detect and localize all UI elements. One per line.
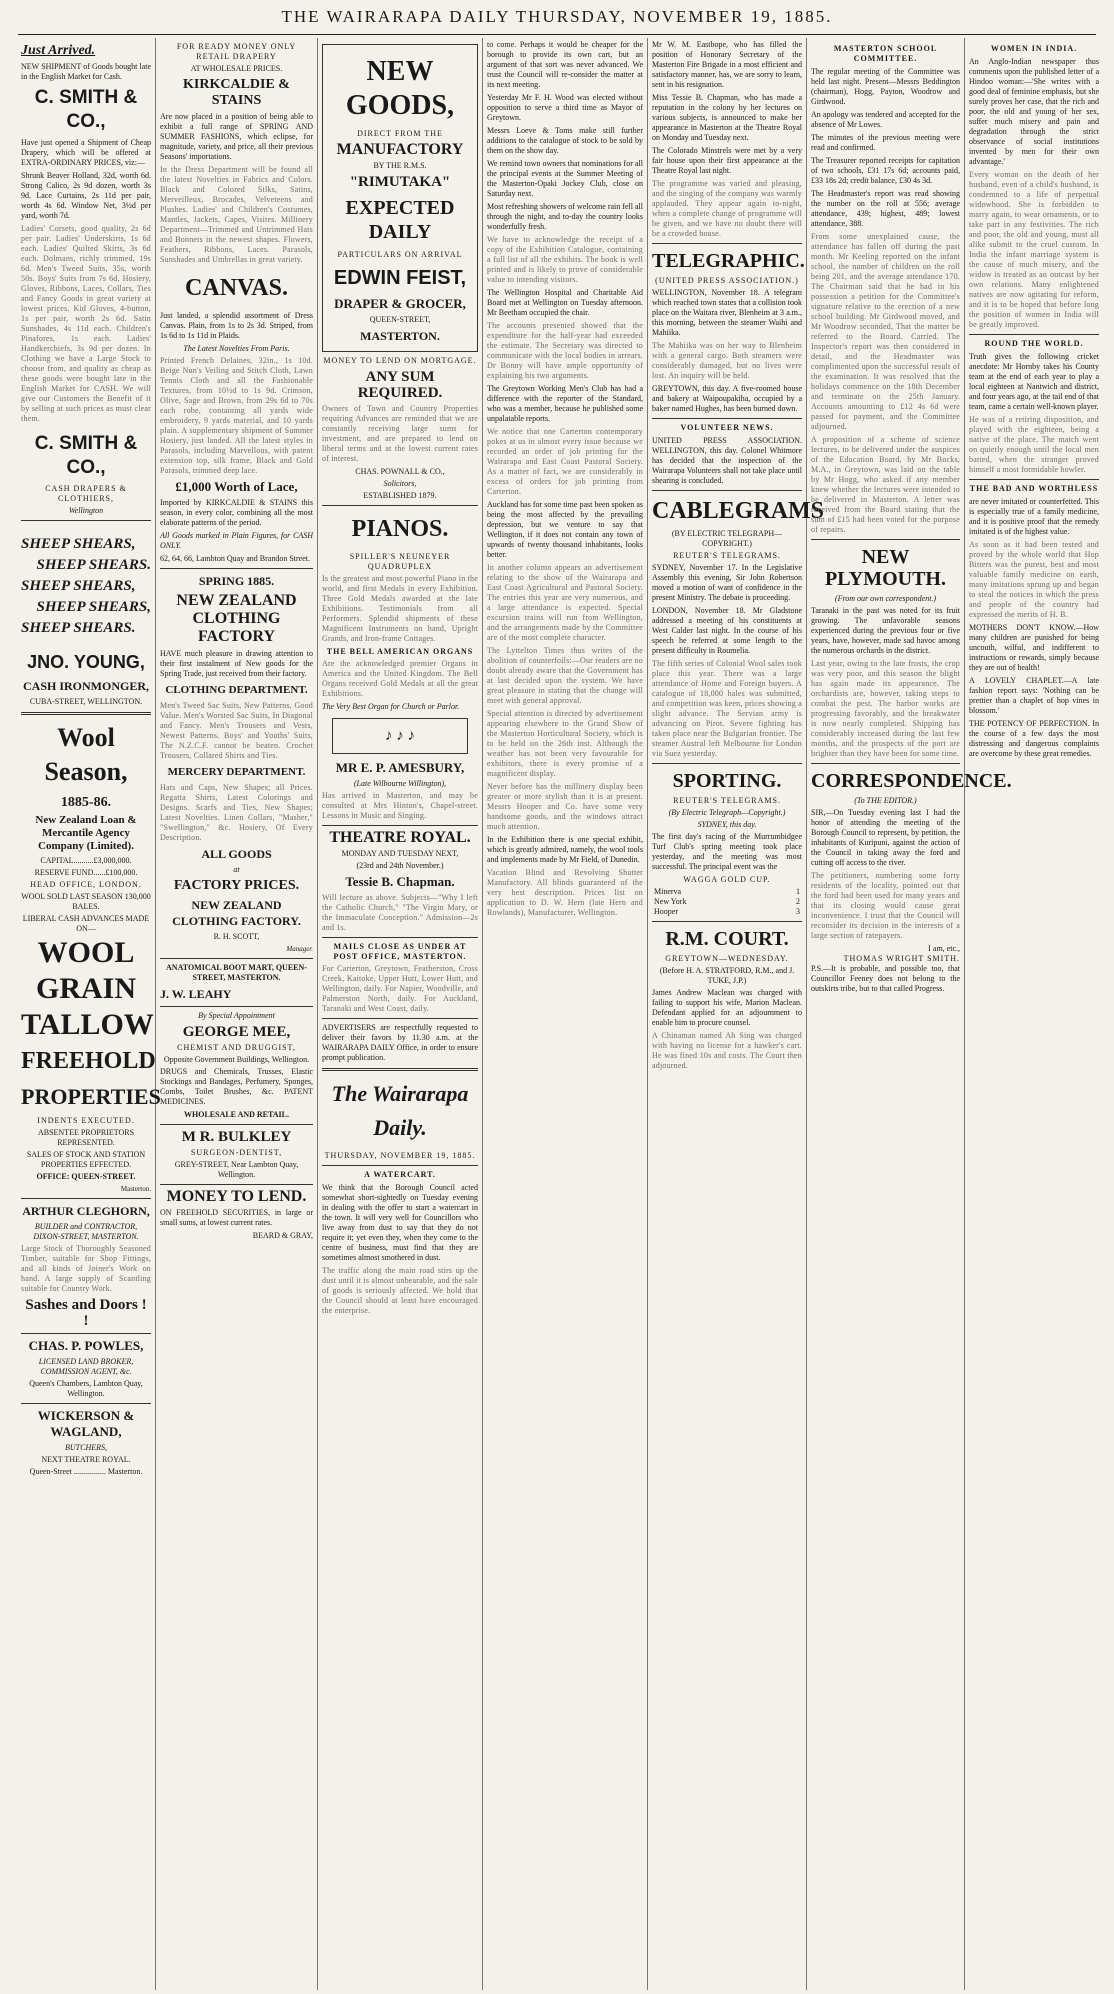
bulkley-name: M R. BULKLEY — [181, 1129, 292, 1145]
rm-court-before: (Before H. A. STRATFORD, R.M., and J. TUKE, J.P.) — [659, 966, 795, 985]
news-paragraph: In the Exhibition there is one special exhibit, which is greatly admired, namely, the wool tools and implements made by Mr Field, of Dunedin. — [487, 835, 643, 864]
news-paragraph: Most refreshing showers of welcome rain fell all through the night, and to-day the country looks wonderfully fresh. — [487, 202, 643, 231]
women-india-paragraph: An Anglo-Indian newspaper thus comments upon the published letter of a Hindoo woman:—'She writes with a good deal of feminine emphasis, but she surely proves her case, that the rich and poor, the old and young of her sex, suffer much misery and pain and degradation through the strict observance of social institutions invented by men for their own advantage.' — [969, 57, 1099, 166]
dateline: THURSDAY, NOVEMBER 19, 1885. — [324, 1151, 476, 1160]
column-5 — [649, 40, 825, 1990]
amesbury-body: Has arrived in Masterton, and may be consulted at Mrs Hinton's, Chapel-street. Lessons in Music and Singing. — [322, 791, 478, 820]
powles-name: CHAS. P. POWLES, — [28, 1338, 144, 1353]
new-goods-heading: NEW GOODS, — [345, 56, 455, 121]
gold-cup-heading: WAGGA GOLD CUP. — [683, 875, 771, 884]
column-3 — [319, 40, 481, 1990]
smith-firm-place: Wellington — [68, 506, 104, 515]
school-paragraph: The Headmaster's report was read showing the number on the roll at 556; average attendance, 439; highest, 489; lowest attendance, 388. — [811, 189, 960, 228]
particulars-line: PARTICULARS ON ARRIVAL — [337, 250, 463, 259]
divider — [322, 825, 478, 826]
sporting-reuter-line: REUTER'S TELEGRAMS. — [673, 796, 781, 805]
column-rule — [155, 38, 156, 1990]
money-mortgage-heading: MONEY TO LEND ON MORTGAGE. — [323, 356, 477, 365]
bad-worthless-paragraph: are never imitated or counterfeited. This is especially true of a family medicine, and it is positive proof that the remedy imitated is of the highest value. — [969, 497, 1099, 536]
column-rule — [647, 38, 648, 1990]
cash-advances-line: LIBERAL CASH ADVANCES MADE ON— — [22, 914, 150, 933]
pianos-heading: PIANOS. — [351, 516, 449, 542]
plain-figures-line: All Goods marked in Plain Figures, for CASH ONLY. — [160, 531, 313, 550]
young-address: CUBA-STREET, WELLINGTON. — [29, 697, 143, 706]
lace-text: Imported by KIRKCALDIE & STAINS this season, in every color, combining all the most elaborate patterns of the period. — [160, 498, 313, 527]
sheep-shears-ad — [21, 535, 151, 638]
news-paragraph: Messrs Loeve & Toms make still further additions to the catalogue of stock to be sold by them on the show day. — [487, 126, 643, 155]
column-rule — [964, 38, 965, 1990]
wool-sold-line: WOOL SOLD LAST SEASON 130,000 BALES. — [21, 892, 151, 911]
expected-daily-line: EXPECTED DAILY — [345, 197, 455, 243]
reuter-line: REUTER'S TELEGRAMS. — [673, 551, 781, 560]
correspondence-signature: THOMAS WRIGHT SMITH. — [843, 954, 960, 963]
divider — [160, 568, 313, 569]
bad-worthless-body: As soon as it had been tested and proved by the whole world that Hop Bitters was the purest, best and most valuable family medicine on earth, many imitations sprung up and began to steal the notices in which the press and people of the country had expressed the merits of H. B. — [969, 540, 1099, 619]
manager-title: Manager. — [286, 945, 313, 953]
leahy-name: J. W. LEAHY — [160, 987, 232, 1001]
news-body: Special attention is directed by advertisement appearing elsewhere to the Grand Show of the Masterton Horticultural Society, which is to be held on the 26th inst. Although the weather has not been very favourable for exhibitors, there is every promise of a magnificent display. — [487, 709, 643, 778]
table-row — [652, 907, 802, 917]
shears-line: SHEEP SHEARS. — [36, 557, 151, 573]
mercery-dept-body: Hats and Caps, New Shapes; all Prices. Regatta Shirts, Latest Colorings and Designs. Scarfs and Ties, New Shapes; Latest Novelties. Linen Collars, "Masher," "Swellington," &c. Hosiery, Of Every Description. — [160, 783, 313, 842]
theatre-royal-line: NEXT THEATRE ROYAL. — [41, 1455, 131, 1464]
amesbury-subtitle: (Late Wilbourne Willington), — [353, 779, 447, 788]
divider — [322, 1165, 478, 1166]
chaplet-paragraph: A LOVELY CHAPLET.—A late fashion report says: 'Nothing can be prettier than a chaplet of hop vines in blossom.' — [969, 676, 1099, 715]
school-paragraph: The regular meeting of the Committee was held last night. Present—Messrs Beddington (chairman), Hogg, Payton, Woodrow and Girdwood. — [811, 67, 960, 106]
column-rule — [806, 38, 807, 1990]
divider — [811, 763, 960, 764]
divider — [652, 763, 802, 764]
mee-subtitle: CHEMIST AND DRUGGIST, — [177, 1043, 296, 1052]
rm-court-body: A Chinaman named Ah Sing was charged with having no license for a hawker's cart. He was fined 10s and costs. The Court then adjourned. — [652, 1031, 802, 1070]
wickerson-name: WICKERSON & WAGLAND, — [37, 1408, 135, 1439]
indents-line: INDENTS EXECUTED. — [37, 1116, 135, 1125]
nz-clothing-heading: NEW ZEALAND CLOTHING FACTORY — [176, 592, 297, 645]
news-body: The Lyttelton Times thus writes of the abolition of counterfoils:—Our readers are no doubt already aware that the Government has at last decided upon the system. We have great pleasure in stating that the change will meet with general approval. — [487, 646, 643, 705]
cable-body: The fifth series of Colonial Wool sales took place this year. There was a large attendance of Home and Foreign buyers. A catalogue of 18,000 bales was submitted, and competition was keen, prices showing a slight advance. The Servian army is advancing on Pirot. Severe fighting has taken place near the Bulgarian frontier. The steamer Austral left Melbourne for London via Suez yesterday. — [652, 659, 802, 758]
powles-subtitle: LICENSED LAND BROKER, COMMISSION AGENT, &c. — [38, 1357, 134, 1376]
shears-line: SHEEP SHEARS, — [21, 536, 136, 552]
news-paragraph: Auckland has for some time past been spoken as being the most affected by the prevailing depression, but we venture to say that Wellington, if it does not contain any town of upwards of twenty thousand inhabitants, looks better. — [487, 500, 643, 559]
divider — [969, 479, 1099, 480]
bell-organs-heading: THE BELL AMERICAN ORGANS — [326, 647, 474, 656]
feist-street: QUEEN-STREET, — [369, 315, 431, 324]
bell-organs-body: Are the acknowledged premier Organs in America and the United Kingdom. The Bell Organs received Gold Medals at all the great Exhibitions. — [322, 659, 478, 698]
correspondence-heading: CORRESPONDENCE. — [811, 770, 1012, 792]
sashes-heading: Sashes and Doors ! ! — [25, 1297, 147, 1329]
correspondence-postscript: P.S.—It is probable, and possible too, that Councillor Feeney does not belong to the outskirts tribe, but to that called Progress. — [811, 964, 960, 993]
butchers-line: BUTCHERS, — [65, 1443, 107, 1452]
sporting-paragraph: The first day's racing of the Murrumbidgee Turf Club's spring meeting took place yesterday, and the meeting was most successful. The principal event was the — [652, 832, 802, 871]
theatre-heading: THEATRE ROYAL. — [329, 829, 471, 846]
new-goods-ad — [322, 44, 478, 352]
race-results-table — [652, 887, 802, 917]
rm-court-paragraph: James Andrew Maclean was charged with failing to support his wife, Marion Maclean. Defendant applied for an adjournment to enable him to procure counsel. — [652, 988, 802, 1027]
beard-gray-name: BEARD & GRAY, — [252, 1231, 313, 1240]
bulkley-subtitle: SURGEON-DENTIST, — [190, 1148, 283, 1157]
divider — [811, 539, 960, 540]
mee-name: GEORGE MEE, — [182, 1024, 291, 1040]
nz-loan-company: New Zealand Loan & Mercantile Agency Company (Limited). — [35, 814, 137, 852]
wool-season-year: 1885-86. — [60, 795, 112, 810]
kirkcaldie-name: KIRKCALDIE & STAINS — [183, 77, 290, 108]
divider — [21, 712, 151, 715]
organ-engraving: ♪ ♪ ♪ — [332, 718, 468, 754]
news-body: In another column appears an advertisement relating to the show of the Wairarapa and East Coast Agricultural and Pastoral Society. The entries this year are very numerous, and a large attendance is expected. Special excursion trains will run from Wellington, and the arrangements made by the Committee are of the most complete character. — [487, 563, 643, 642]
divider — [652, 243, 802, 244]
news-paragraph: Yesterday Mr F. H. Wood was elected without opposition to serve a third time as Mayor of Greytown. — [487, 93, 643, 122]
divider — [652, 490, 802, 491]
table-row — [652, 897, 802, 907]
cable-paragraph: SYDNEY, November 17. In the Legislative Assembly this evening, Sir John Robertson moved a motion of want of confidence in the present Ministry. The debate is proceeding. — [652, 563, 802, 602]
chapman-name: Tessie B. Chapman. — [345, 874, 455, 889]
office-place: Masterton. — [120, 1185, 151, 1193]
divider — [160, 1124, 313, 1125]
by-rms-line: BY THE R.M.S. — [373, 161, 427, 170]
theatre-date-line-2: (23rd and 24th November.) — [356, 861, 444, 870]
mercery-dept-heading: MERCERY DEPARTMENT. — [167, 766, 306, 778]
cablegrams-subtitle: (BY ELECTRIC TELEGRAPH—COPYRIGHT.) — [671, 529, 783, 548]
divider — [322, 1018, 478, 1019]
solicitors-line: Solicitors, — [383, 479, 417, 488]
school-committee-heading: MASTERTON SCHOOL COMMITTEE. — [833, 44, 938, 63]
divider — [21, 520, 151, 521]
bulkley-address: GREY-STREET, Near Lambton Quay, Wellington. — [174, 1160, 299, 1179]
shears-line: SHEEP SHEARS, — [36, 599, 151, 615]
quadruplex-line: SPILLER'S NEUNEYER QUADRUPLEX — [349, 552, 451, 571]
placing: 3 — [796, 907, 800, 916]
nz-clothing-factory-line: NEW ZEALAND CLOTHING FACTORY. — [172, 898, 301, 928]
shears-line: SHEEP SHEARS. — [21, 620, 136, 636]
advertisers-notice: ADVERTISERS are respectfully requested to deliver their favors by 11.30 a.m. at the WAIRARAPA DAILY Office, in order to ensure prompt publication. — [322, 1023, 478, 1062]
smith-ad-body: Ladies' Corsets, good quality, 2s 6d per pair. Ladies' Underskirts, 1s 6d each. Ladies' Quilted Skirts, 3s 6d each. Dolmans, richly trimmed, 19s 6d. Men's Tweed Suits, 35s, worth 50s. Boys' Suits from 7s 6d. Hosiery, Gloves, Ribbons, Laces, Collars, Ties and Fancy Goods in great variety at lowest prices. Kid Gloves, 4-button, 1s per pair, worth 2s 6d. Satin Sunshades, 4s 11d each. Children's Pinafores, 1s each. Ladies' Handkerchiefs, 3s 9d per dozen. In Clothing we have a Large Stock to choose from, and quality as cheap as these goods were bought late in the English Market for CASH. We will give our Customers the Benefit of it by selling at such prices as must clear them. — [21, 224, 151, 423]
news-body: The accounts presented showed that the expenditure for the half-year had exceeded the estimate. The Secretary was directed to communicate with the local bodies in arrears. Dr Bonny will have ample opportunity of explaining his two arguments. — [487, 321, 643, 380]
smith-firm-name-2: C. SMITH & CO., — [34, 433, 138, 478]
news-paragraph: We remind town owners that nominations for all the principal events at the Summer Meeting of the Masterton-Opaki Jockey Club, close on Saturday next. — [487, 159, 643, 198]
capital-line: CAPITAL..........£3,000,000. — [40, 856, 132, 865]
smith-firm-name: C. SMITH & CO., — [34, 87, 138, 132]
direct-line: DIRECT FROM THE — [357, 129, 443, 138]
cleghorn-subtitle: BUILDER and CONTRACTOR, DIXON-STREET, MASTERTON. — [33, 1222, 139, 1241]
round-world-heading: ROUND THE WORLD. — [984, 339, 1084, 348]
factory-prices-line: FACTORY PRICES. — [173, 878, 300, 893]
divider — [21, 1198, 151, 1199]
feist-name: EDWIN FEIST, — [333, 267, 467, 289]
column-rule — [317, 38, 318, 1990]
new-plymouth-heading: NEW PLYMOUTH. — [825, 546, 946, 590]
canvas-heading: CANVAS. — [185, 275, 288, 301]
placing: 1 — [796, 887, 800, 896]
amesbury-name: MR E. P. AMESBURY, — [335, 760, 465, 775]
goods-grain: GRAIN — [35, 972, 136, 1005]
queen-street-line: Queen-Street ................ Masterton. — [29, 1467, 143, 1476]
sales-line: SALES OF STOCK AND STATION PROPERTIES EFFECTED. — [26, 1150, 146, 1169]
smith-price-list: Shrunk Beaver Holland, 32d, worth 6d. Strong Calico, 2s 9d dozen, worth 3s 9d. Lace Curtains, 2s 11d per pair, worth 4s 6d. Window Net, 3½d per yard, worth 7d. — [21, 171, 151, 220]
school-body: From some unexplained cause, the attendance has fallen off during the past month. Mr Keeling reported on the infant school, the number of children on the roll being 201, and the average attendance 170. The Chairman said that he had in his possession a petition for the Committee's signature relative to the erection of a new school building. Mr Girdwood moved, and Mr Woodrow seconded, That the matter be referred to the Board. Carried. The Inspector's report was then considered in detail, and the Headmaster was complimented upon the successful result of the examination. It was resolved that the holidays commence on the 18th December and terminate on the 25th January. Accounts amounting to £12 4s 6d were passed for payment, and the Committee adjourned. — [811, 232, 960, 431]
sporting-copyright-line: (By Electric Telegraph—Copyright.) — [668, 808, 786, 817]
anatomical-heading: ANATOMICAL BOOT MART, QUEEN-STREET, MASTERTON. — [166, 963, 307, 982]
column-7 — [966, 40, 1102, 1990]
telegram-body: The Mahiika was on her way to Blenheim with a general cargo. Both steamers were considerably damaged, but no lives were lost. An inquiry will be held. — [652, 341, 802, 380]
round-world-paragraph: Truth gives the following cricket anecdote: Mr Hornby takes his County team at the end of each year to play a local eighteen at Nantwich and district, and four years ago, at the tail end of that team, came a certain well-known player. — [969, 352, 1099, 411]
feist-place: MASTERTON. — [360, 329, 440, 343]
mortgage-body: Owners of Town and Country Properties requiring Advances are reminded that we are constantly receiving large sums for investment, and are prepared to lend on liberal terms and at the lowest current rates of interest. — [322, 404, 478, 463]
new-plymouth-subtitle: (From our own correspondent.) — [834, 594, 937, 603]
women-india-heading: WOMEN IN INDIA. — [990, 44, 1078, 53]
canvas-text: Just landed, a splendid assortment of Dress Canvas. Plain, from 1s to 2s 3d. Striped, from 1s 6d to 1s 11d in Plaids. — [160, 311, 313, 340]
money-to-lend-heading: MONEY TO LEND. — [166, 1188, 307, 1205]
mee-text: DRUGS and Chemicals, Trusses, Elastic Stockings and Bandages, Perfumery, Sponges, Combs, Toilet Brushes, &c. PATENT MEDICINES. — [160, 1067, 313, 1106]
divider — [21, 1333, 151, 1334]
goods-freehold: FREEHOLD — [21, 1048, 156, 1074]
rm-court-heading: R.M. COURT. — [665, 928, 789, 950]
divider — [969, 334, 1099, 335]
money-to-lend-text: ON FREEHOLD SECURITIES, in large or small sums, at lowest current rates. — [160, 1208, 313, 1227]
women-india-body: Every woman on the death of her husband, even of a child's husband, is condemned to a life of perpetual widowhood. She is forbidden to marry again, to wear ornaments, or to take part in any festivities. The rich and poor, the old and young, must all alike submit to the cruel custom. In India the infant marriage system is the cause of much misery, and the widow is treated as an outcast by her own relations. Many enlightened natives are now agitating for reform, and it is to be hoped that before long the position of women in India will be greatly improved. — [969, 170, 1099, 329]
column-1 — [18, 40, 161, 1990]
cleghorn-body: Large Stock of Thoroughly Seasoned Timber, suitable for Shop Fittings, and all kinds of Joiner's Work on hand. A large supply of Scantling suitable for Country Work. — [21, 1244, 151, 1293]
press-association-line: (UNITED PRESS ASSOCIATION.) — [655, 276, 799, 285]
cleghorn-name: ARTHUR CLEGHORN, — [22, 1204, 150, 1218]
ready-money-heading: FOR READY MONEY ONLY RETAIL DRAPERY — [176, 42, 297, 61]
kirkcaldie-text: Are now placed in a position of being able to exhibit a full range of SPRING AND SUMMER FASHIONS, which eclipse, for magnitude, variety, and price, all their previous Seasons' importations. — [160, 112, 313, 161]
latest-paris-line: The Latest Novelties From Paris. — [183, 344, 290, 353]
watercart-heading: A WATERCART. — [364, 1170, 436, 1179]
rm-court-subtitle: GREYTOWN—WEDNESDAY. — [665, 954, 789, 963]
horse-name: New York — [654, 897, 687, 906]
divider — [160, 958, 313, 959]
column-rule — [482, 38, 483, 1990]
appointment-line: By Special Appointment — [198, 1011, 275, 1020]
potency-paragraph: THE POTENCY OF PERFECTION. In the course of a few days the most distressing and dangerous complaints are overcome by these great remedies. — [969, 719, 1099, 758]
clothing-dept-body: Men's Tweed Sac Suits, New Patterns, Good Value. Men's Worsted Sac Suits, In Diagonal and Fancy. Men's Trousers and Vests, Newest Patterns. Boys' and Youths' Suits, The N.Z.C.F. cannot be beaten. Crochet Trousers, Collared Shirts and Ties. — [160, 701, 313, 760]
news-body: We have to acknowledge the receipt of a copy of the Exhibition Catalogue, containing a full list of all the exhibits. The book is well printed and is likely to prove of considerable value to intending visitors. — [487, 235, 643, 284]
goods-properties: PROPERTIES — [21, 1084, 161, 1109]
volunteer-paragraph: UNITED PRESS ASSOCIATION. WELLINGTON, this day. Colonel Whitmore has decided that the inspection of the Wairarapa Volunteers shall not take place until shearing is concluded. — [652, 436, 802, 485]
correspondence-sign-off: I am, etc., — [928, 944, 960, 953]
manufactory-line: MANUFACTORY — [336, 141, 464, 158]
nz-clothing-text: HAVE much pleasure in drawing attention to their first instalment of New goods for the Spring Trade, just received from their factory. — [160, 649, 313, 678]
feist-subtitle: DRAPER & GROCER, — [334, 296, 466, 311]
news-body: Vacation Blind and Revolving Shutter Manufactory. All blinds guaranteed of the very best description. Prices list on application to D. W. Hern (late Hern and Rowlands), Manufacturer, Wellington. — [487, 868, 643, 917]
theatre-date-line: MONDAY AND TUESDAY NEXT, — [341, 849, 459, 858]
scott-name: R. H. SCOTT, — [213, 932, 260, 941]
telegram-paragraph: WELLINGTON, November 18. A telegram which reached town states that a collision took place on the Waitara river, Blenheim at 3 a.m., this morning, between the steamer Waihi and Mahiika. — [652, 288, 802, 337]
lace-amount-heading: £1,000 Worth of Lace, — [175, 479, 298, 494]
school-paragraph: An apology was tendered and accepted for the absence of Mr Lowes. — [811, 110, 960, 129]
news-paragraph: Mr W. M. Eastbope, who has filled the position of Honorary Secretary of the Masterton Fire Brigade in a most efficient and satisfactory manner, has, we are sorry to learn, sent in his resignation. — [652, 40, 802, 89]
absentee-line: ABSENTEE PROPRIETORS REPRESENTED. — [37, 1128, 135, 1147]
all-goods-line: ALL GOODS — [201, 847, 272, 861]
column-6 — [808, 40, 1012, 1990]
wholesale-prices-line: AT WHOLESALE PRICES. — [190, 64, 283, 73]
divider — [21, 1403, 151, 1404]
bad-worthless-heading: THE BAD AND WORTHLESS — [969, 484, 1099, 493]
mails-body: For Carterton, Greytown, Featherston, Cross Creek, Kaitoke, Upper Hutt, Lower Hutt, and Wellington, daily. For Napier, Woodville, and Palmerston North, daily. For Auckland, Taranaki and West Coast, daily. — [322, 964, 478, 1013]
volunteer-heading: VOLUNTEER NEWS. — [680, 423, 774, 432]
mails-heading: MAILS CLOSE AS UNDER AT POST OFFICE, MASTERTON. — [333, 942, 467, 961]
pownall-name: CHAS. POWNALL & CO., — [355, 467, 445, 476]
placing: 2 — [796, 897, 800, 906]
column-4 — [484, 40, 646, 1990]
clothing-dept-heading: CLOTHING DEPARTMENT. — [165, 684, 308, 696]
correspondence-body: The petitioners, numbering some forty residents of the locality, pointed out that the ford had been used for many years and that its closing would cause great inconvenience. I trust that the Council will reconsider its decision in the interests of a large section of ratepayers. — [811, 871, 960, 940]
telegraphic-heading: TELEGRAPHIC. — [652, 250, 805, 272]
divider — [160, 1184, 313, 1185]
young-name: JNO. YOUNG, — [27, 652, 145, 672]
kirkcaldie-body: In the Dress Department will be found all the latest Novelties in Fabrics and Colors. Black and Colored Silks, Satins, Merveilleux, Brocades, Velveteens and Plushes. Ladies' and Children's Costumes, Mantles, Jackets, Capes, Visites. Millinery Department—Trimmed and Untrimmed Hats and Bonnets in the newest shapes. Flowers, Feathers, Ribbons, Laces. Parasols, Sunshades and Umbrellas in great variety. — [160, 165, 313, 264]
shipment-notice: NEW SHIPMENT of Goods bought late in the English Market for Cash. — [21, 62, 151, 81]
smith-ad-text: Have just opened a Shipment of Cheap Drapery, which will be offered at EXTRA-ORDINARY PRICES, viz:— — [21, 138, 151, 167]
news-body: The programme was varied and pleasing, and the singing of the company was warmly applauded. They appear again to-night, when a complete change of programme will be given, and we have no doubt there will be a crowded house. — [652, 179, 802, 238]
table-row — [652, 887, 802, 897]
horse-name: Minerva — [654, 887, 682, 896]
any-sum-heading: ANY SUM REQUIRED. — [357, 369, 443, 401]
young-subtitle: CASH IRONMONGER, — [22, 679, 149, 693]
goods-tallow: TALLOW — [21, 1008, 154, 1041]
rimutaka-line: "RIMUTAKA" — [349, 174, 451, 190]
correspondence-subtitle: (To THE EDITOR.) — [854, 796, 917, 805]
spring-heading: SPRING 1885. — [198, 574, 275, 588]
wholesale-retail-line: WHOLESALE AND RETAIL. — [184, 1110, 289, 1119]
office-line: OFFICE: QUEEN-STREET. — [36, 1172, 136, 1181]
reserve-line: RESERVE FUND......£100,000. — [34, 868, 138, 877]
sporting-heading: SPORTING. — [672, 770, 782, 792]
mothers-paragraph: MOTHERS DON'T KNOW.—How many children are punished for being uncouth, wilful, and indifferent to instructions or rewards, simply because they are out of health! — [969, 623, 1099, 672]
editorial-paragraph: to come. Perhaps it would be cheaper for the borough to provide its own cart, but an argument of that sort was never advanced. We trust the Council will re-consider the matter at its next meeting. — [487, 40, 643, 89]
divider — [322, 1068, 478, 1071]
divider — [322, 505, 478, 506]
divider — [322, 937, 478, 938]
news-paragraph: The Greytown Working Men's Club has had a difference with the reporter of the Standard, who was a member, because he published some unpalatable reports. — [487, 384, 643, 423]
school-body: A proposition of a scheme of science lectures, to be delivered under the auspices of the Education Board, by Mr Bocks, M.A., in Greytown, was laid on the table by Mr Hogg, who asked if any member knew whether the lectures were intended to be delivered in Masterton. A letter was received from the Board stating that the sum of £15 had been voted for the purpose of repairs. — [811, 435, 960, 534]
established-line: ESTABLISHED 1879. — [363, 491, 437, 500]
round-world-body: He was of a retiring disposition, and played with the eighteen, being a native of the place. The match went on quietly enough until the local men batted, when the stranger proved himself a most formidable bowler. — [969, 415, 1099, 474]
sporting-date-line: SYDNEY, this day. — [697, 820, 757, 829]
powles-address: Queen's Chambers, Lambton Quay, Wellington. — [29, 1379, 143, 1398]
news-paragraph: The Wellington Hospital and Charitable Aid Board met at Wellington on Tuesday afternoon. Mr Beetham occupied the chair. — [487, 288, 643, 317]
news-paragraph: The Colorado Minstrels were met by a very fair house upon their first appearance at the Theatre Royal last night. — [652, 146, 802, 175]
organs-text: The Very Best Organ for Church or Parlor. — [322, 702, 460, 711]
divider — [652, 921, 802, 922]
horse-name: Hooper — [654, 907, 678, 916]
column-2 — [157, 40, 316, 1990]
just-arrived-heading: Just Arrived. — [21, 43, 96, 58]
masthead-rule — [18, 34, 1096, 35]
school-paragraph: The minutes of the previous meeting were read and confirmed. — [811, 133, 960, 152]
new-plymouth-paragraph: Taranaki in the past was noted for its fruit growing. The unfavorable seasons experienced during the previous four or five years, have, however, made sad havoc among the numerous orchards in the district. — [811, 606, 960, 655]
cable-paragraph: LONDON, November 18. Mr Gladstone addressed a meeting of his constituents at West Calder last night. In the course of his speech he referred at some length to the present difficulty in Roumelia. — [652, 606, 802, 655]
telegram-paragraph: GREYTOWN, this day. A five-roomed house and bakery at Waipoupakiha, occupied by a baker named Hughes, has been burned down. — [652, 384, 802, 413]
wool-season-heading: Wool Season, — [44, 723, 128, 786]
theatre-body: Will lecture as above. Subjects—"Why I left the Catholic Church," "The Virgin Mary, or the Immaculate Conception." Admission—2s and 1s. — [322, 893, 478, 932]
news-paragraph: Miss Tessie B. Chapman, who has made a reputation in the colony by her lectures on various subjects, is announced to make her appearance in Masterton at the Theatre Royal on Monday and Tuesday next. — [652, 93, 802, 142]
head-office-line: HEAD OFFICE, LONDON. — [30, 880, 142, 889]
paper-title-bar: The Wairarapa Daily. — [331, 1081, 469, 1140]
kirkcaldie-address: 62, 64, 66, Lambton Quay and Brandon Street. — [160, 554, 310, 563]
correspondence-paragraph: SIR,—On Tuesday evening last I had the honor of attending the meeting of the Borough Council to represent, by petition, the inhabitants of Kuripuni, against the action of the Council in taking away the ford and cutting off access to the river. — [811, 808, 960, 867]
school-paragraph: The Treasurer reported receipts for capitation of two schools, £31 17s 6d; accounts paid, £33 18s 2d; credit balance, £30 4s 3d. — [811, 156, 960, 185]
cablegrams-heading: CABLEGRAMS — [652, 498, 825, 524]
shears-line: SHEEP SHEARS, — [21, 578, 136, 594]
goods-wool: WOOL — [37, 936, 135, 969]
news-body: We notice that one Carterton contemporary pokes at us in almost every issue because we recorded an order of job printing for the Wairarapa and East Coast Pastoral Society. As a matter of fact, we are considerably in excess of orders for job printing from Carterton. — [487, 427, 643, 496]
at-line: at — [233, 865, 240, 874]
divider — [160, 1006, 313, 1007]
divider — [652, 418, 802, 419]
canvas-body: Printed French Delaines, 32in., 1s 10d. Beige Nun's Veiling and Stitch Cloth, Lawn Tennis Cloth and all the Fashionable Textures, from 10½d to 1s 9d. Crimson, Olive, Sage and Brown, from 29s 6d to 70s each robe, containing all yards wide embroidery, 9 yards material, and 10 yards plain. A supplementary shipment of Summer Hosiery, just landed. All the latest styles in Parasols, including Marvellous, with patent extension top, silk frame, Black and Gold Parasols, trimmed deep lace. — [160, 356, 313, 475]
smith-firm-subtitle: CASH DRAPERS & CLOTHIERS, — [45, 484, 127, 503]
masthead: THE WAIRARAPA DAILY THURSDAY, NOVEMBER 19, 1885. — [281, 7, 833, 26]
pianos-body: Is the greatest and most powerful Piano in the world, and first Medals in every Exhibition. Three Gold Medals awarded at the late Exhibitions. Testimonials from all Performers. Splendid shipments of these Magnificent Instruments on hand, Upright Grands, and Iron-frame Cottages. — [322, 574, 478, 643]
watercart-body: The traffic along the main road stirs up the dust until it is almost unbearable, and the sale of goods is seriously affected. We hold that the Council should at least have encouraged the enterprise. — [322, 1266, 478, 1315]
mee-address: Opposite Government Buildings, Wellington. — [163, 1055, 310, 1064]
watercart-text: We think that the Borough Council acted somewhat short-sightedly on Tuesday evening in dealing with the offer to start a watercart in the town. It will very well for Councillors who live away from dust to say that they do not require it; yet even they, when they come to the centre of business, must find that they are sometimes almost smothered in dust. — [322, 1183, 478, 1262]
news-body: Never before has the millinery display been greater or more stylish than it is at present. Messrs Hooper and Co. have some very handsome goods, and the windows attract much attention. — [487, 782, 643, 831]
new-plymouth-body: Last year, owing to the late frosts, the crop was very poor, and this season the blight has again made its appearance. The orchardists are, however, taking steps to combat the pest. The harbor works are progressing favorably, and the breakwater is now nearly completed. Shipping has considerably increased during the last few months, and the prospects of the port are brighter than they have been for some time. — [811, 659, 960, 758]
